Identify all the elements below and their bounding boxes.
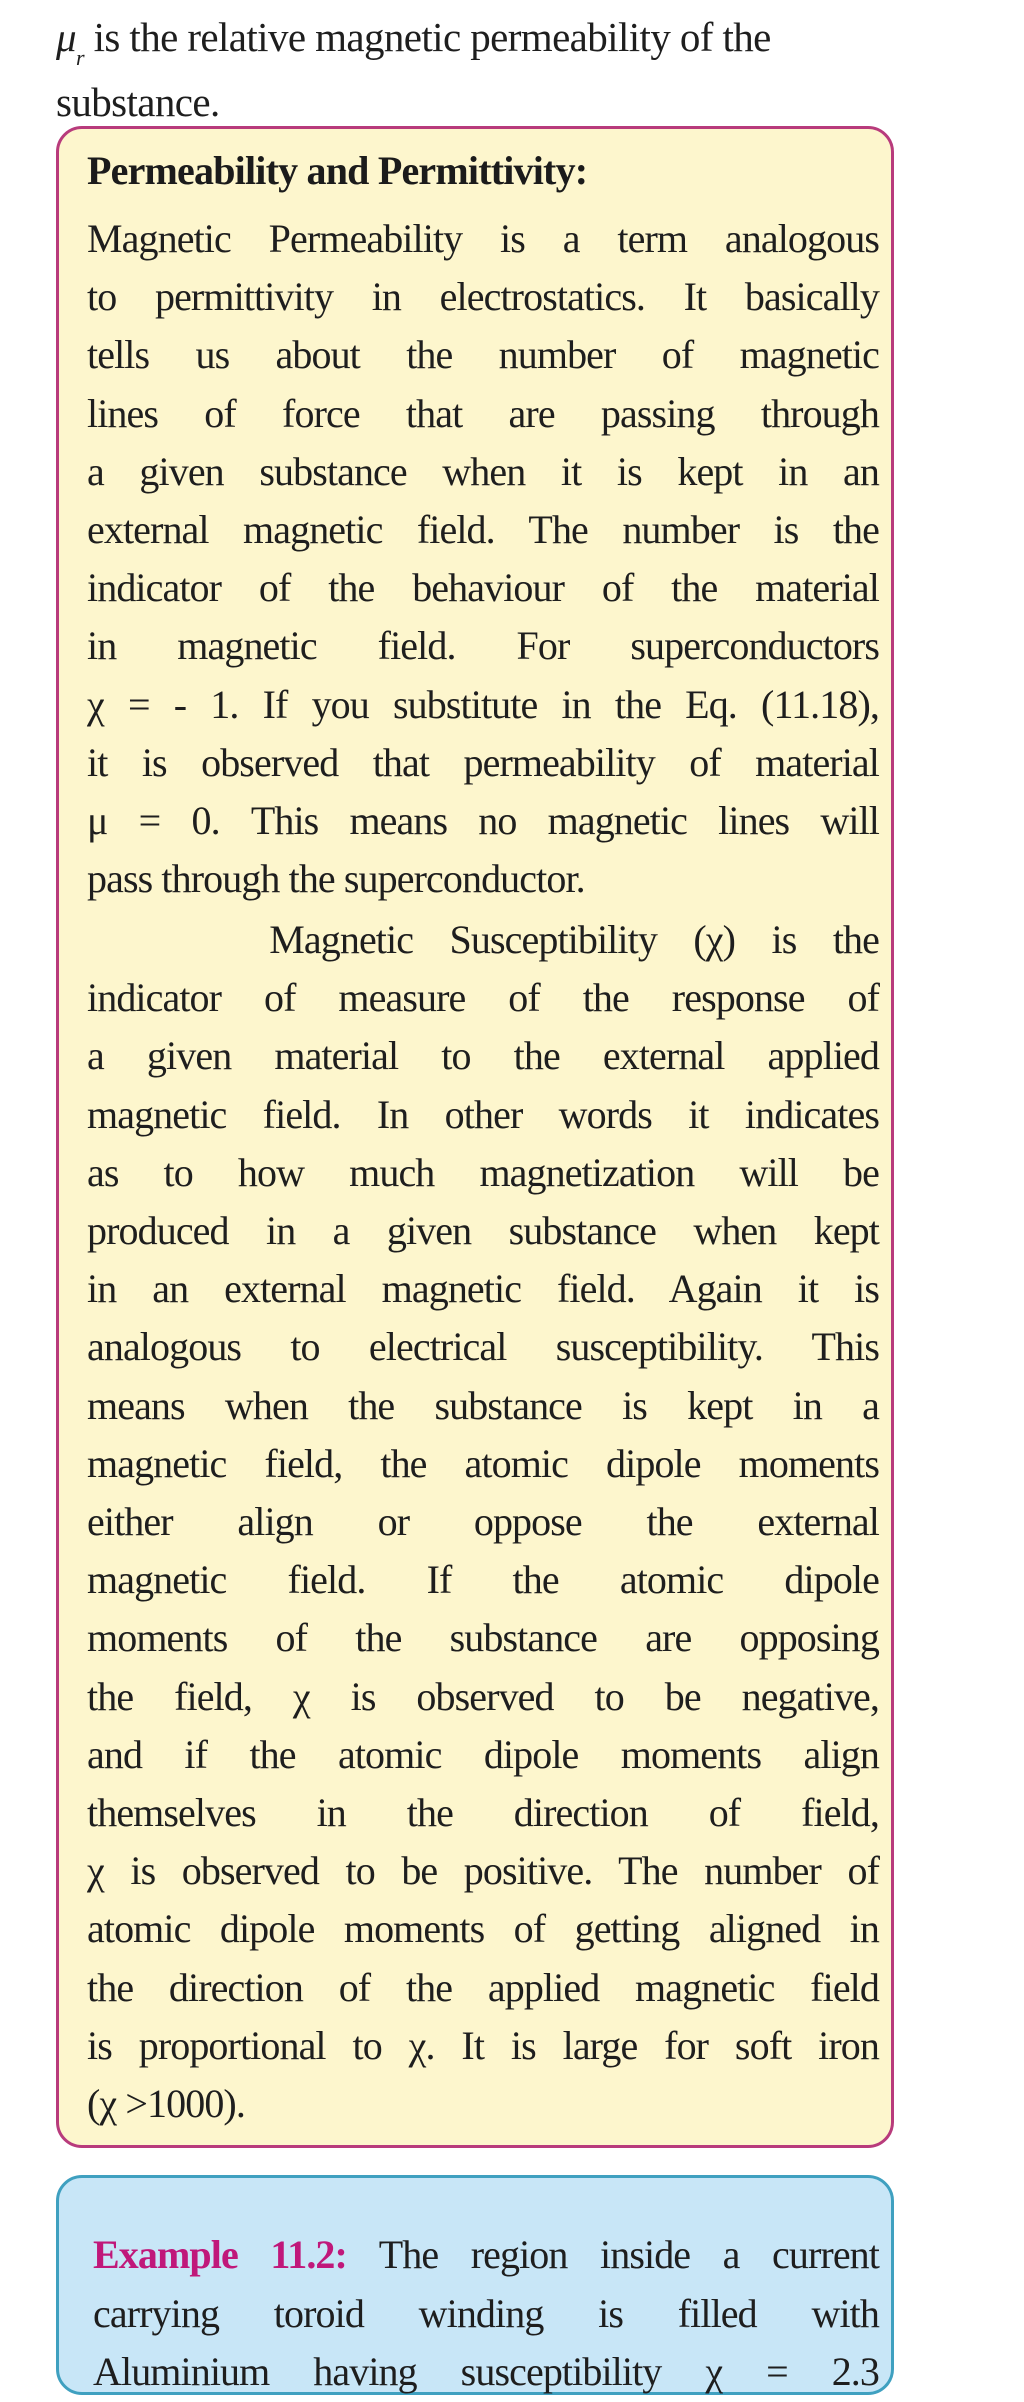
text-line: as to how much magnetization will be <box>87 1149 879 1195</box>
intro-line-1: $\mu_r$ is the relative magnetic permeability of the <box>56 14 771 70</box>
text-line: Magnetic Permeability is a term analogous <box>87 216 879 261</box>
text-line: external magnetic field. The number is the <box>87 507 879 553</box>
text-line: magnetic field. In other words it indicates <box>87 1091 879 1137</box>
text-line: it is observed that permeability of material <box>87 739 879 785</box>
text-line: χ = - 1. If you substitute in the Eq. (11.18), <box>87 681 879 727</box>
text-line: lines of force that are passing through <box>87 390 879 436</box>
example-line-2: carrying toroid winding is filled with <box>93 2290 879 2336</box>
text-line: the direction of the applied magnetic field <box>87 1964 879 2010</box>
text-line: themselves in the direction of field, <box>87 1790 879 1836</box>
text-line: a given material to the external applied <box>87 1033 879 1079</box>
text-line: a given substance when it is kept in an <box>87 448 879 494</box>
text-line: means when the substance is kept in a <box>87 1382 879 1428</box>
text-line: and if the atomic dipole moments align <box>87 1731 879 1777</box>
text-line: indicator of measure of the response of <box>87 975 879 1021</box>
text-line: magnetic field, the atomic dipole moments <box>87 1440 879 1486</box>
intro-text <box>56 8 896 131</box>
text-line: magnetic field. If the atomic dipole <box>87 1557 879 1603</box>
example-text <box>93 2226 879 2402</box>
text-line: indicator of the behaviour of the material <box>87 565 879 611</box>
text-line: to permittivity in electrostatics. It basically <box>87 274 879 320</box>
example-box <box>56 2175 894 2395</box>
example-label: Example 11.2: <box>93 2232 347 2277</box>
box-title: Permeability and Permittivity: <box>87 148 588 193</box>
text-line: either align or oppose the external <box>87 1499 879 1545</box>
text-line: tells us about the number of magnetic <box>87 332 879 378</box>
text-line: analogous to electrical susceptibility. This <box>87 1324 879 1370</box>
intro-line-2: substance. <box>56 79 220 125</box>
paragraph-permeability <box>87 210 879 908</box>
text-line: (χ >1000). <box>87 2081 245 2127</box>
text-line: μ = 0. This means no magnetic lines will <box>87 798 879 844</box>
text-line: pass through the superconductor. <box>87 856 585 902</box>
text-line: in magnetic field. For superconductors <box>87 623 879 669</box>
text-line: produced in a given substance when kept <box>87 1208 879 1254</box>
text-line: in an external magnetic field. Again it is <box>87 1266 879 1312</box>
text-line: is proportional to χ. It is large for soft iron <box>87 2022 879 2068</box>
text-line: χ is observed to be positive. The number of <box>87 1848 879 1894</box>
mu-symbol: μ <box>56 14 76 60</box>
example-line-3: Aluminium having susceptibility χ = 2.3 <box>93 2349 879 2394</box>
text-line: the field, χ is observed to be negative, <box>87 1673 879 1719</box>
subscript-r: r <box>75 45 84 70</box>
paragraph-susceptibility <box>87 911 879 2133</box>
permeability-permittivity-box <box>56 126 894 2148</box>
example-line-1: Example 11.2: The region inside a current <box>93 2232 879 2277</box>
text-line: moments of the substance are opposing <box>87 1615 879 1661</box>
text-line: atomic dipole moments of getting aligned in <box>87 1906 879 1952</box>
text-line: Magnetic Susceptibility (χ) is the <box>87 917 879 962</box>
